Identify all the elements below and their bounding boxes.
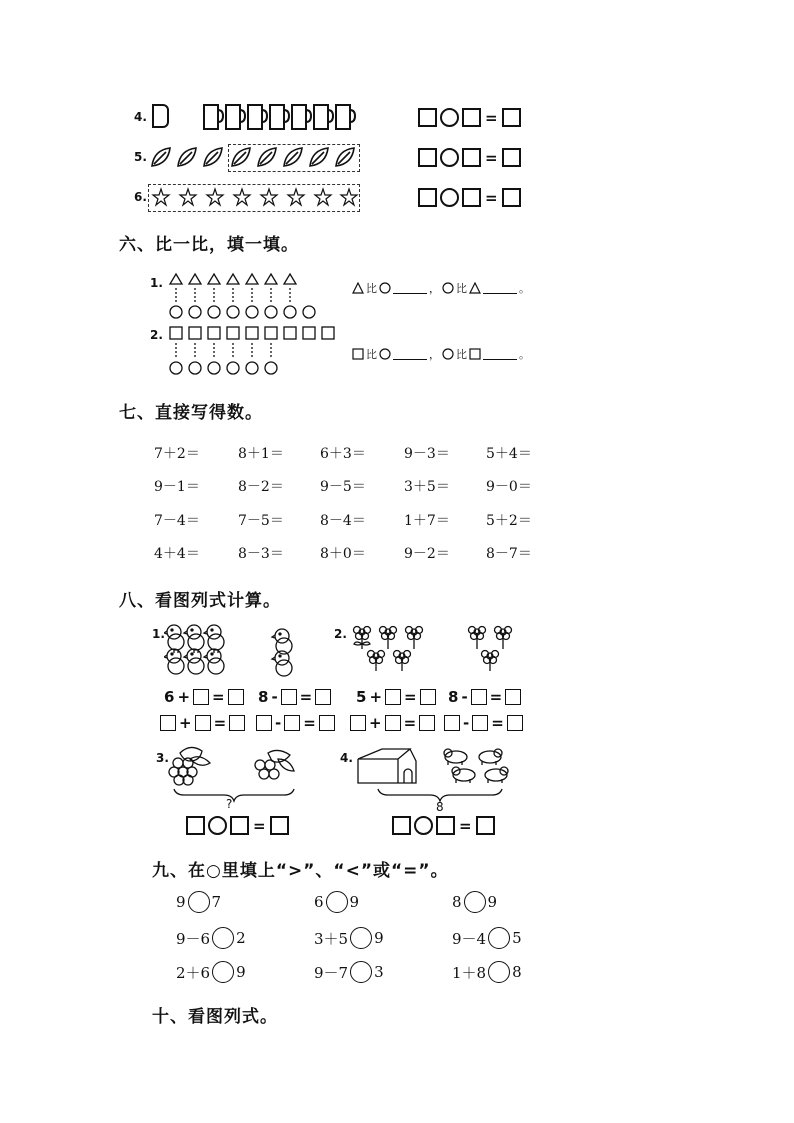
stars-illustration xyxy=(150,186,360,210)
equation-operator: - xyxy=(275,714,282,732)
equals-sign: = xyxy=(489,688,503,706)
chicks-illustration xyxy=(164,622,304,680)
answer-box[interactable] xyxy=(270,816,289,835)
compare-item xyxy=(452,927,522,949)
figure-equation xyxy=(160,714,245,732)
math-problem: 8－3＝ xyxy=(238,546,284,562)
section-8-title: 八、看图列式计算。 xyxy=(119,591,281,611)
compare-circle[interactable] xyxy=(326,891,348,913)
compare-left: 3＋5 xyxy=(314,929,349,948)
compare-left: 6 xyxy=(314,893,324,911)
triangle-icon xyxy=(352,282,364,294)
math-problem: 4＋4＝ xyxy=(154,546,200,562)
equation-operator: - xyxy=(463,714,470,732)
compare-item xyxy=(176,961,246,983)
sec8-q4-equation: = xyxy=(392,816,495,835)
answer-box[interactable] xyxy=(462,188,481,207)
math-problem: 5＋4＝ xyxy=(486,446,532,462)
math-problem: 7＋2＝ xyxy=(154,446,200,462)
answer-box[interactable] xyxy=(476,816,495,835)
sec6-q2-label: 2. xyxy=(150,328,163,342)
compare-circle[interactable] xyxy=(464,891,486,913)
math-problem: 9－2＝ xyxy=(404,546,450,562)
circle-icon xyxy=(379,282,391,294)
sec8-q2-label: 2. xyxy=(334,627,347,641)
circle-icon xyxy=(442,348,454,360)
compare-item xyxy=(452,891,497,913)
cups-illustration xyxy=(150,102,365,134)
math-problem: 7－4＝ xyxy=(154,513,200,529)
compare-item xyxy=(314,961,384,983)
equation-number: 6 xyxy=(164,688,175,706)
answer-box[interactable] xyxy=(472,715,488,731)
compare-right: 9 xyxy=(236,963,246,981)
answer-box[interactable] xyxy=(471,689,487,705)
math-problem: 7－5＝ xyxy=(238,513,284,529)
operator-circle[interactable] xyxy=(440,188,459,207)
answer-box[interactable] xyxy=(350,715,366,731)
answer-box[interactable] xyxy=(186,816,205,835)
answer-box[interactable] xyxy=(385,689,401,705)
compare-left: 9 xyxy=(176,893,186,911)
compare-item xyxy=(314,927,384,949)
compare-left: 9－7 xyxy=(314,963,349,982)
answer-box[interactable] xyxy=(281,689,297,705)
answer-box[interactable] xyxy=(418,108,437,127)
sec8-q4-total: 8 xyxy=(436,800,444,814)
math-problem: 8－4＝ xyxy=(320,513,366,529)
figure-equation xyxy=(258,688,331,706)
compare-right: 9 xyxy=(374,929,384,947)
sec8-q1-label: 1. xyxy=(152,627,165,641)
square-icon xyxy=(352,348,364,360)
equation-operator: + xyxy=(177,688,191,706)
math-problem: 1＋7＝ xyxy=(404,513,450,529)
compare-left: 2＋6 xyxy=(176,963,211,982)
figure-equation xyxy=(448,688,521,706)
compare-right: 9 xyxy=(349,893,360,911)
math-problem: 9－3＝ xyxy=(404,446,450,462)
compare-circle[interactable] xyxy=(350,927,372,949)
section-6-title: 六、比一比，填一填。 xyxy=(119,235,299,255)
triangle-icon xyxy=(469,282,481,294)
answer-box[interactable] xyxy=(230,816,249,835)
figure-equation xyxy=(350,714,435,732)
section-10-title: 十、看图列式。 xyxy=(152,1007,278,1027)
answer-box[interactable] xyxy=(160,715,176,731)
answer-box[interactable] xyxy=(284,715,300,731)
square-icon xyxy=(469,348,481,360)
answer-box[interactable] xyxy=(507,715,523,731)
equation-number: 8 xyxy=(258,688,269,706)
answer-box[interactable] xyxy=(256,715,272,731)
compare-left: 9－4 xyxy=(452,929,487,948)
compare-circle[interactable] xyxy=(212,927,234,949)
operator-circle[interactable] xyxy=(440,108,459,127)
equals-sign: = xyxy=(299,688,313,706)
row-6-label: 6. xyxy=(134,190,147,204)
answer-box[interactable] xyxy=(385,715,401,731)
equation-operator: + xyxy=(369,688,383,706)
math-problem: 8＋1＝ xyxy=(238,446,284,462)
leaves-illustration xyxy=(148,144,363,172)
compare-item xyxy=(176,891,221,913)
answer-box[interactable] xyxy=(502,188,521,207)
compare-right: 3 xyxy=(374,963,384,981)
math-problem: 8＋0＝ xyxy=(320,546,366,562)
compare-left: 8 xyxy=(452,893,462,911)
answer-box[interactable] xyxy=(462,148,481,167)
math-problem: 5＋2＝ xyxy=(486,513,532,529)
answer-box[interactable] xyxy=(505,689,521,705)
section-9-title: 九、在○里填上“>”、“<”或“=”。 xyxy=(152,861,449,881)
equation-row-4: = xyxy=(418,108,521,127)
equals-sign: = xyxy=(404,688,417,706)
math-problem: 8－2＝ xyxy=(238,479,284,495)
sec6-q2-sentence: 比 ， 比 。 xyxy=(352,346,530,362)
equation-number: 5 xyxy=(356,688,367,706)
answer-box[interactable] xyxy=(436,816,455,835)
figure-equation xyxy=(444,714,523,732)
answer-box[interactable] xyxy=(319,715,335,731)
math-problem: 9－0＝ xyxy=(486,479,532,495)
sec8-q3-question: ? xyxy=(226,797,233,811)
math-problem: 6＋3＝ xyxy=(320,446,366,462)
answer-box[interactable] xyxy=(193,689,209,705)
equation-number: 8 xyxy=(448,688,459,706)
equation-operator: + xyxy=(369,714,382,732)
compare-right: 5 xyxy=(512,929,522,947)
equation-operator: + xyxy=(179,714,192,732)
math-problem: 8－7＝ xyxy=(486,546,532,562)
equals-sign: = xyxy=(213,714,227,732)
compare-item xyxy=(314,891,359,913)
fill-blank[interactable] xyxy=(483,283,517,294)
math-problem: 9－1＝ xyxy=(154,479,200,495)
compare-circle[interactable] xyxy=(350,961,372,983)
answer-box[interactable] xyxy=(228,689,244,705)
figure-equation xyxy=(356,688,436,706)
equation-operator: - xyxy=(271,688,278,706)
row-5-label: 5. xyxy=(134,150,147,164)
circle-icon xyxy=(379,348,391,360)
section-7-title: 七、直接写得数。 xyxy=(119,403,263,423)
row-4-label: 4. xyxy=(134,110,147,124)
sec6-q1-sentence: 比 ， 比 。 xyxy=(352,280,530,296)
answer-box[interactable] xyxy=(195,715,211,731)
fill-blank[interactable] xyxy=(393,283,427,294)
answer-box[interactable] xyxy=(229,715,245,731)
fill-blank[interactable] xyxy=(483,349,517,360)
sec8-q4-label: 4. xyxy=(340,751,353,765)
answer-box[interactable] xyxy=(392,816,411,835)
compare-right: 8 xyxy=(512,963,522,981)
grapes-illustration xyxy=(166,745,306,811)
equation-row-6: = xyxy=(418,188,521,207)
figure-equation xyxy=(164,688,244,706)
compare-right: 9 xyxy=(487,893,498,911)
math-problem: 3＋5＝ xyxy=(404,479,450,495)
compare-left: 1＋8 xyxy=(452,963,487,982)
compare-circle[interactable] xyxy=(188,891,210,913)
figure-equation xyxy=(256,714,335,732)
sec8-q3-label: 3. xyxy=(156,751,169,765)
fill-blank[interactable] xyxy=(393,349,427,360)
compare-circle[interactable] xyxy=(212,961,234,983)
triangles-circles-illustration xyxy=(168,270,318,322)
equals-sign: = xyxy=(403,714,417,732)
compare-item xyxy=(176,927,246,949)
squares-circles-illustration xyxy=(168,324,348,378)
compare-circle[interactable] xyxy=(488,927,510,949)
compare-circle[interactable] xyxy=(488,961,510,983)
answer-box[interactable] xyxy=(315,689,331,705)
compare-left: 9－6 xyxy=(176,929,211,948)
answer-box[interactable] xyxy=(502,108,521,127)
compare-item xyxy=(452,961,522,983)
circle-icon xyxy=(442,282,454,294)
sec8-q3-equation: = xyxy=(186,816,289,835)
operator-circle[interactable] xyxy=(414,816,433,835)
math-problem: 9－5＝ xyxy=(320,479,366,495)
equals-sign: = xyxy=(491,714,504,732)
equation-row-5: = xyxy=(418,148,521,167)
answer-box[interactable] xyxy=(502,148,521,167)
answer-box[interactable] xyxy=(418,148,437,167)
compare-right: 7 xyxy=(211,893,222,911)
equals-sign: = xyxy=(303,714,316,732)
answer-box[interactable] xyxy=(444,715,460,731)
answer-box[interactable] xyxy=(462,108,481,127)
compare-right: 2 xyxy=(236,929,246,947)
operator-circle[interactable] xyxy=(208,816,227,835)
answer-box[interactable] xyxy=(420,689,436,705)
answer-box[interactable] xyxy=(419,715,435,731)
sec6-q1-label: 1. xyxy=(150,276,163,290)
operator-circle[interactable] xyxy=(440,148,459,167)
answer-box[interactable] xyxy=(418,188,437,207)
flowers-illustration xyxy=(350,622,525,674)
equation-operator: - xyxy=(461,688,468,706)
equals-sign: = xyxy=(212,688,225,706)
